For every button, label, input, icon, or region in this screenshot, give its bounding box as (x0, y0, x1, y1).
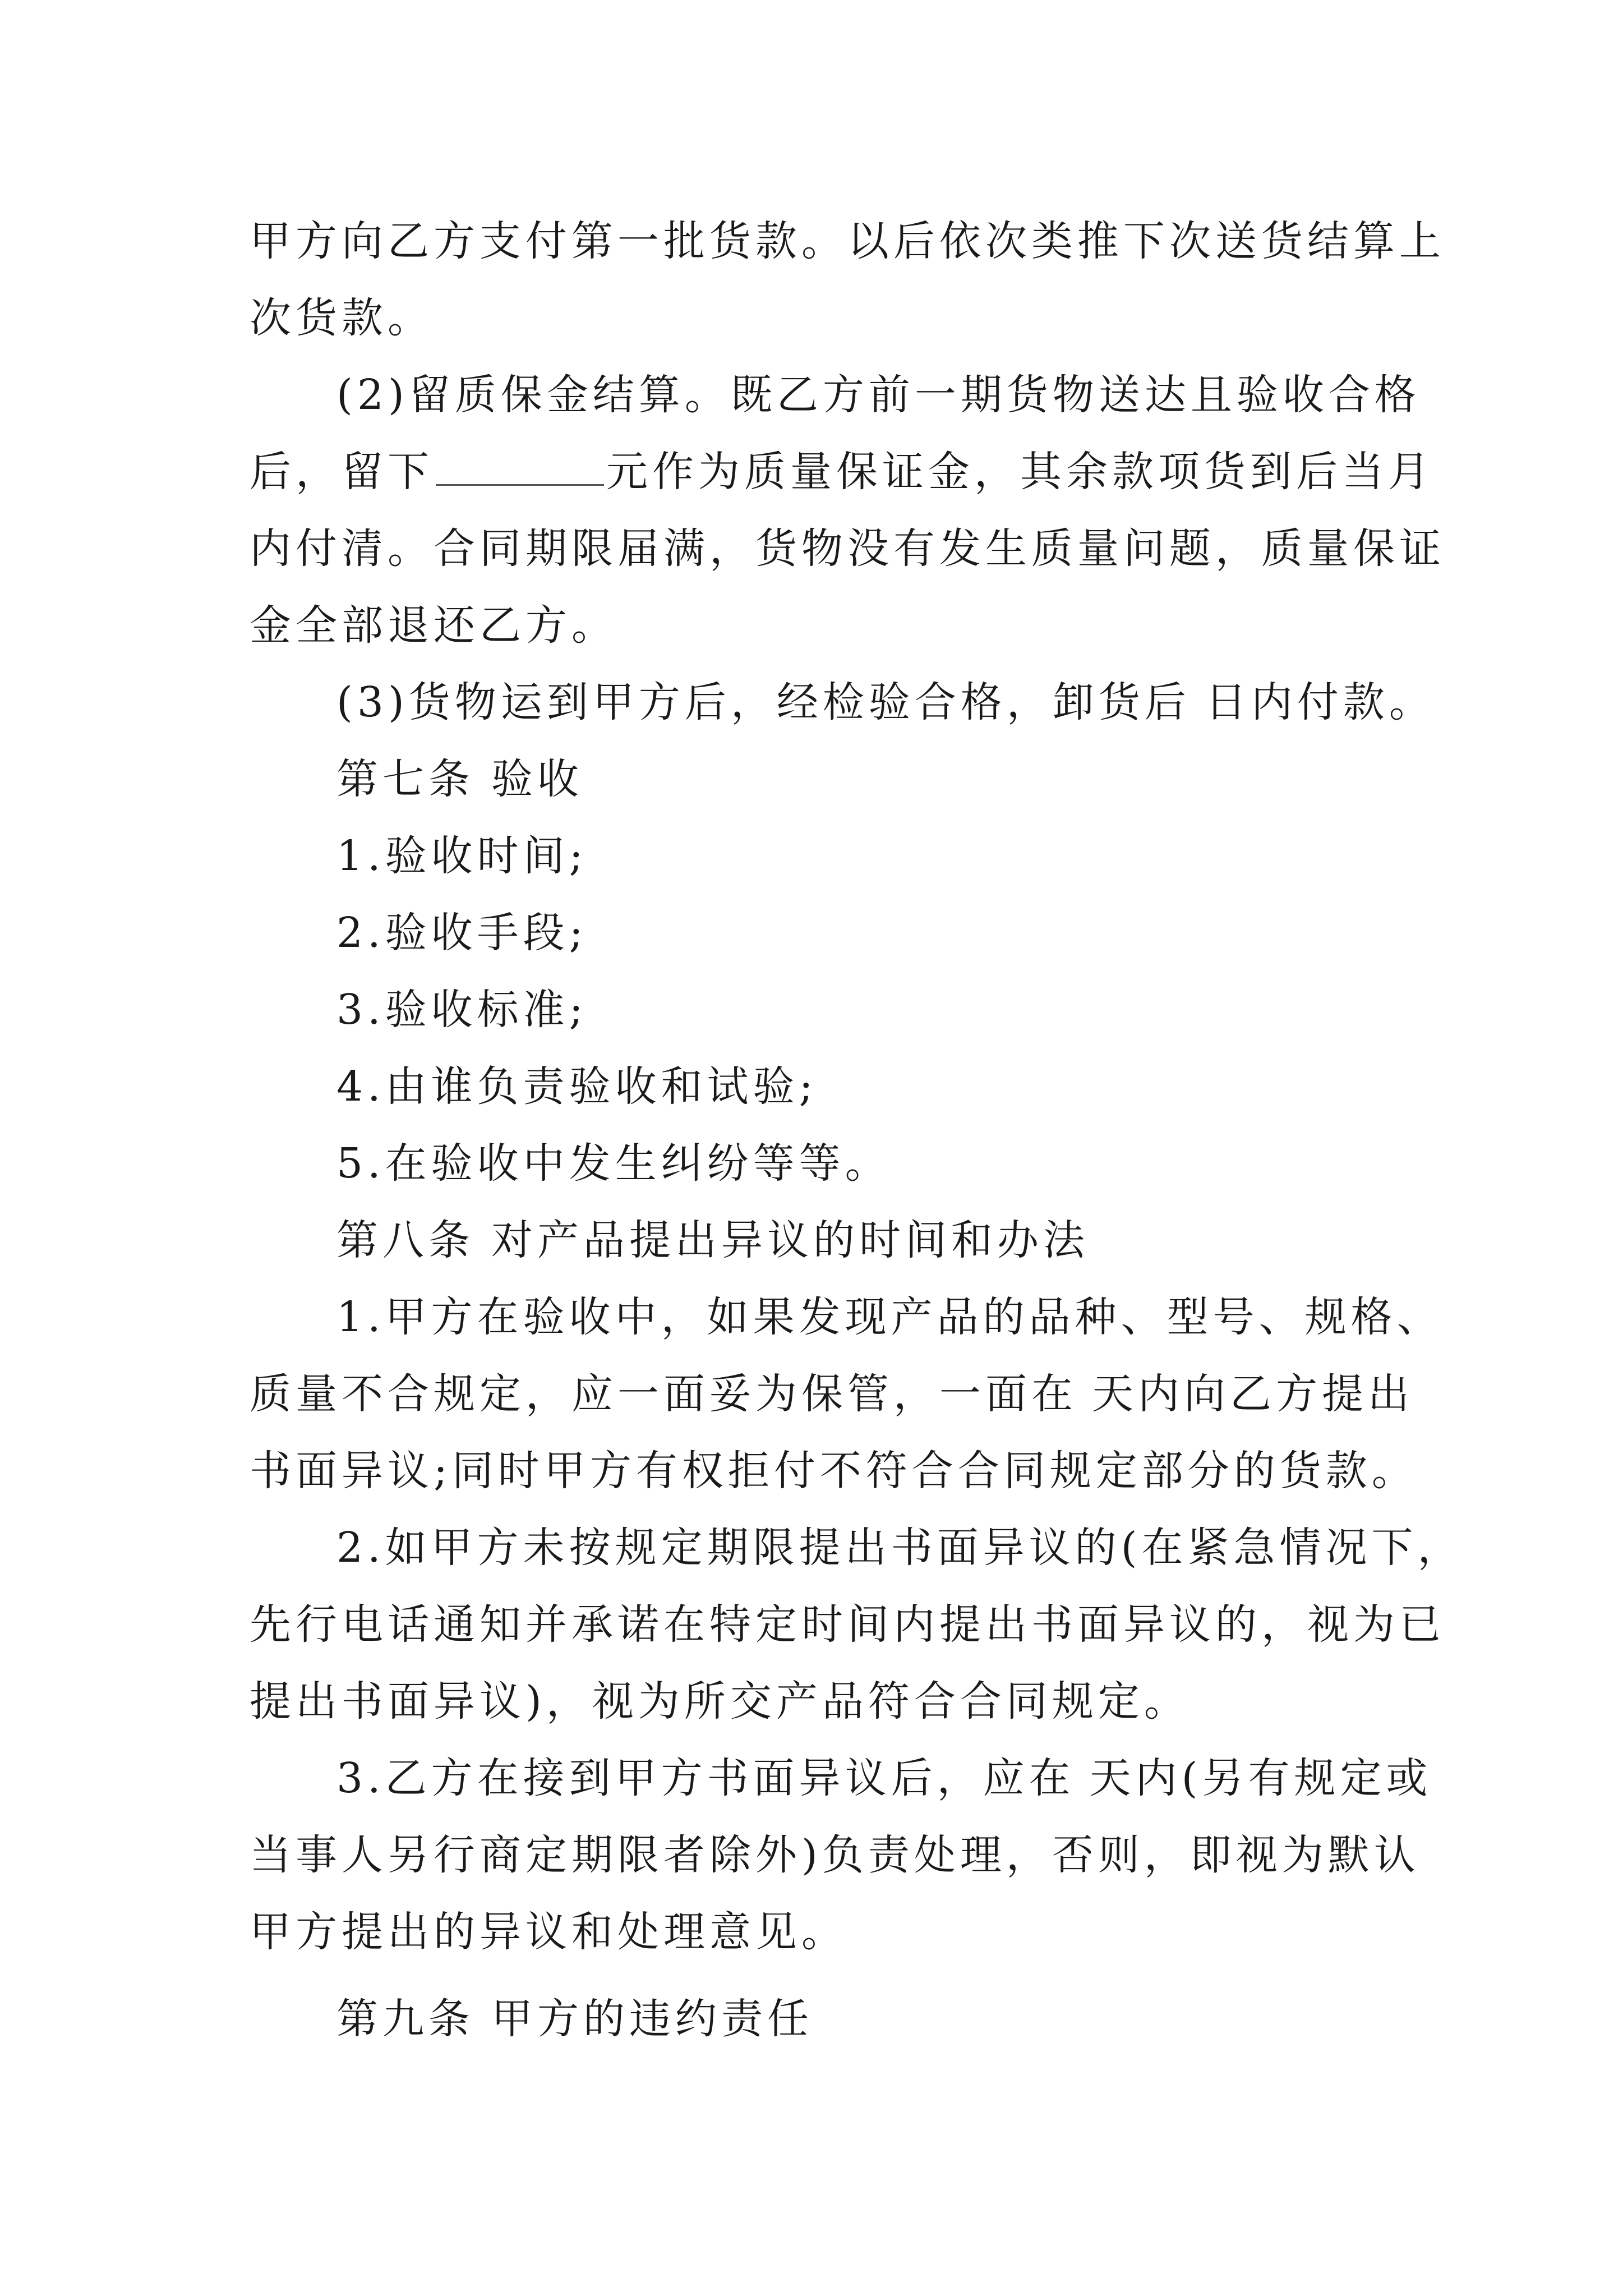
list-item: 1.验收时间; (336, 832, 588, 880)
text-segment: 天内向乙方提出 (1092, 1370, 1414, 1418)
list-item: 2.验收手段; (336, 909, 588, 957)
text-segment: 元作为质量保证金，其余款项货到后当月 (606, 448, 1434, 496)
clause-objection-2: 2.如甲方未按规定期限提出书面异议的(在紧急情况下， (336, 1524, 1464, 1572)
text-line: 书面异议;同时甲方有权拒付不符合合同规定部分的货款。 (250, 1447, 1418, 1495)
clause-payment-after-delivery (250, 664, 1435, 741)
article-title: 对产品提出异议的时间和办法 (491, 1216, 1089, 1264)
text-line (250, 434, 1434, 510)
clause-objection-3 (250, 1740, 1432, 1817)
article-number: 第八条 (336, 1216, 474, 1264)
text-line: 金全部退还乙方。 (250, 601, 617, 650)
article-number: 第七条 (336, 755, 474, 803)
text-line: 先行电话通知并承诺在特定时间内提出书面异议的，视为已 (250, 1600, 1445, 1649)
text-line: 甲方向乙方支付第一批货款。以后依次类推下次送货结算上 (250, 217, 1445, 265)
text-segment: 质量不合规定，应一面妥为保管，一面在 (250, 1370, 1077, 1418)
list-item: 4.由谁负责验收和试验; (336, 1062, 818, 1111)
article-number: 第九条 (336, 1995, 474, 2043)
text-line (250, 1356, 1414, 1433)
text-segment: 天内(另有规定或 (1089, 1754, 1432, 1802)
list-item: 5.在验收中发生纠纷等等。 (336, 1139, 891, 1188)
text-segment: 后，留下 (250, 448, 434, 496)
contract-body (250, 203, 1464, 2058)
text-segment: (3)货物运到甲方后，经检验合格，卸货后 (336, 678, 1191, 726)
text-segment: 3.乙方在接到甲方书面异议后，应在 (336, 1754, 1075, 1802)
text-line: 提出书面异议)，视为所交产品符合合同规定。 (250, 1677, 1190, 1726)
article-heading-8 (250, 1202, 1382, 1279)
article-heading-9 (250, 1981, 1382, 2058)
article-title: 验收 (491, 755, 583, 803)
article-title: 甲方的违约责任 (491, 1995, 813, 2043)
text-line: 次货款。 (250, 294, 434, 342)
text-line: 内付清。合同期限届满，货物没有发生质量问题，质量保证 (250, 524, 1445, 573)
text-line: 当事人另行商定期限者除外)负责处理，否则，即视为默认 (250, 1831, 1420, 1879)
fill-in-blank (436, 450, 604, 486)
list-item: 3.验收标准; (336, 986, 588, 1034)
paragraph-spacer (250, 1971, 1382, 1981)
clause-retention-deposit: (2)留质保金结算。既乙方前一期货物送达且验收合格 (336, 371, 1421, 419)
text-line: 甲方提出的异议和处理意见。 (250, 1908, 847, 1956)
article-heading-7 (250, 741, 1382, 818)
clause-objection-1: 1.甲方在验收中，如果发现产品的品种、型号、规格、 (336, 1293, 1443, 1341)
text-segment: 日内付款。 (1205, 678, 1435, 726)
